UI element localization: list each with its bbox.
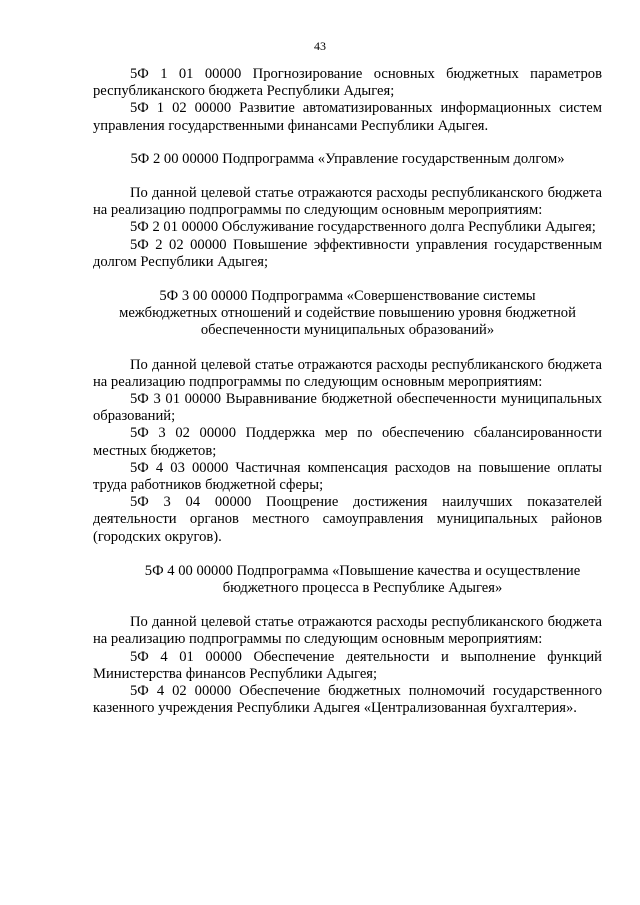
- paragraph-intro-5f2: По данной целевой статье отражаются расходы республиканского бюджета на реализацию подпрограммы по следующим основным мероприятиям:: [93, 185, 602, 219]
- paragraph-item-5f4-01: 5Ф 4 01 00000 Обеспечение деятельности и выполнение функций Министерства финансов Республики Адыгея;: [93, 648, 602, 682]
- page-number: 43: [314, 39, 326, 53]
- document-body: [93, 66, 602, 718]
- heading-subprogram-5f3: 5Ф 3 00 00000 Подпрограмма «Совершенствование системы межбюджетных отношений и содействие повышению уровня бюджетной обеспеченности муниципальных образований»: [119, 288, 576, 339]
- paragraph-item-5f1-02: 5Ф 1 02 00000 Развитие автоматизированных информационных систем управления государственными финансами Республики Адыгея.: [93, 100, 602, 134]
- heading-subprogram-5f2: 5Ф 2 00 00000 Подпрограмма «Управление государственным долгом»: [130, 150, 565, 167]
- paragraph-item-5f3-01: 5Ф 3 01 00000 Выравнивание бюджетной обеспеченности муниципальных образований;: [93, 391, 602, 425]
- paragraph-intro-5f3: По данной целевой статье отражаются расходы республиканского бюджета на реализацию подпрограммы по следующим основным мероприятиям:: [93, 356, 602, 390]
- paragraph-item-5f2-01: 5Ф 2 01 00000 Обслуживание государственного долга Республики Адыгея;: [130, 219, 596, 236]
- paragraph-item-5f1-01: 5Ф 1 01 00000 Прогнозирование основных бюджетных параметров республиканского бюджета Республики Адыгея;: [93, 66, 602, 100]
- paragraph-item-5f3-04: 5Ф 3 04 00000 Поощрение достижения наилучших показателей деятельности органов местного самоуправления муниципальных районов (городских округов).: [93, 494, 602, 545]
- paragraph-intro-5f4: По данной целевой статье отражаются расходы республиканского бюджета на реализацию подпрограммы по следующим основным мероприятиям:: [93, 614, 602, 648]
- paragraph-item-5f3-02: 5Ф 3 02 00000 Поддержка мер по обеспечению сбалансированности местных бюджетов;: [93, 425, 602, 459]
- paragraph-item-5f4-03: 5Ф 4 03 00000 Частичная компенсация расходов на повышение оплаты труда работников бюджетной сферы;: [93, 459, 602, 494]
- paragraph-item-5f4-02: 5Ф 4 02 00000 Обеспечение бюджетных полномочий государственного казенного учреждения Республики Адыгея «Централизованная бухгалтерия».: [93, 683, 602, 717]
- paragraph-item-5f2-02: 5Ф 2 02 00000 Повышение эффективности управления государственным долгом Республики Адыгея;: [93, 236, 602, 270]
- heading-subprogram-5f4: 5Ф 4 00 00000 Подпрограмма «Повышение качества и осуществление бюджетного процесса в Республике Адыгея»: [144, 562, 581, 597]
